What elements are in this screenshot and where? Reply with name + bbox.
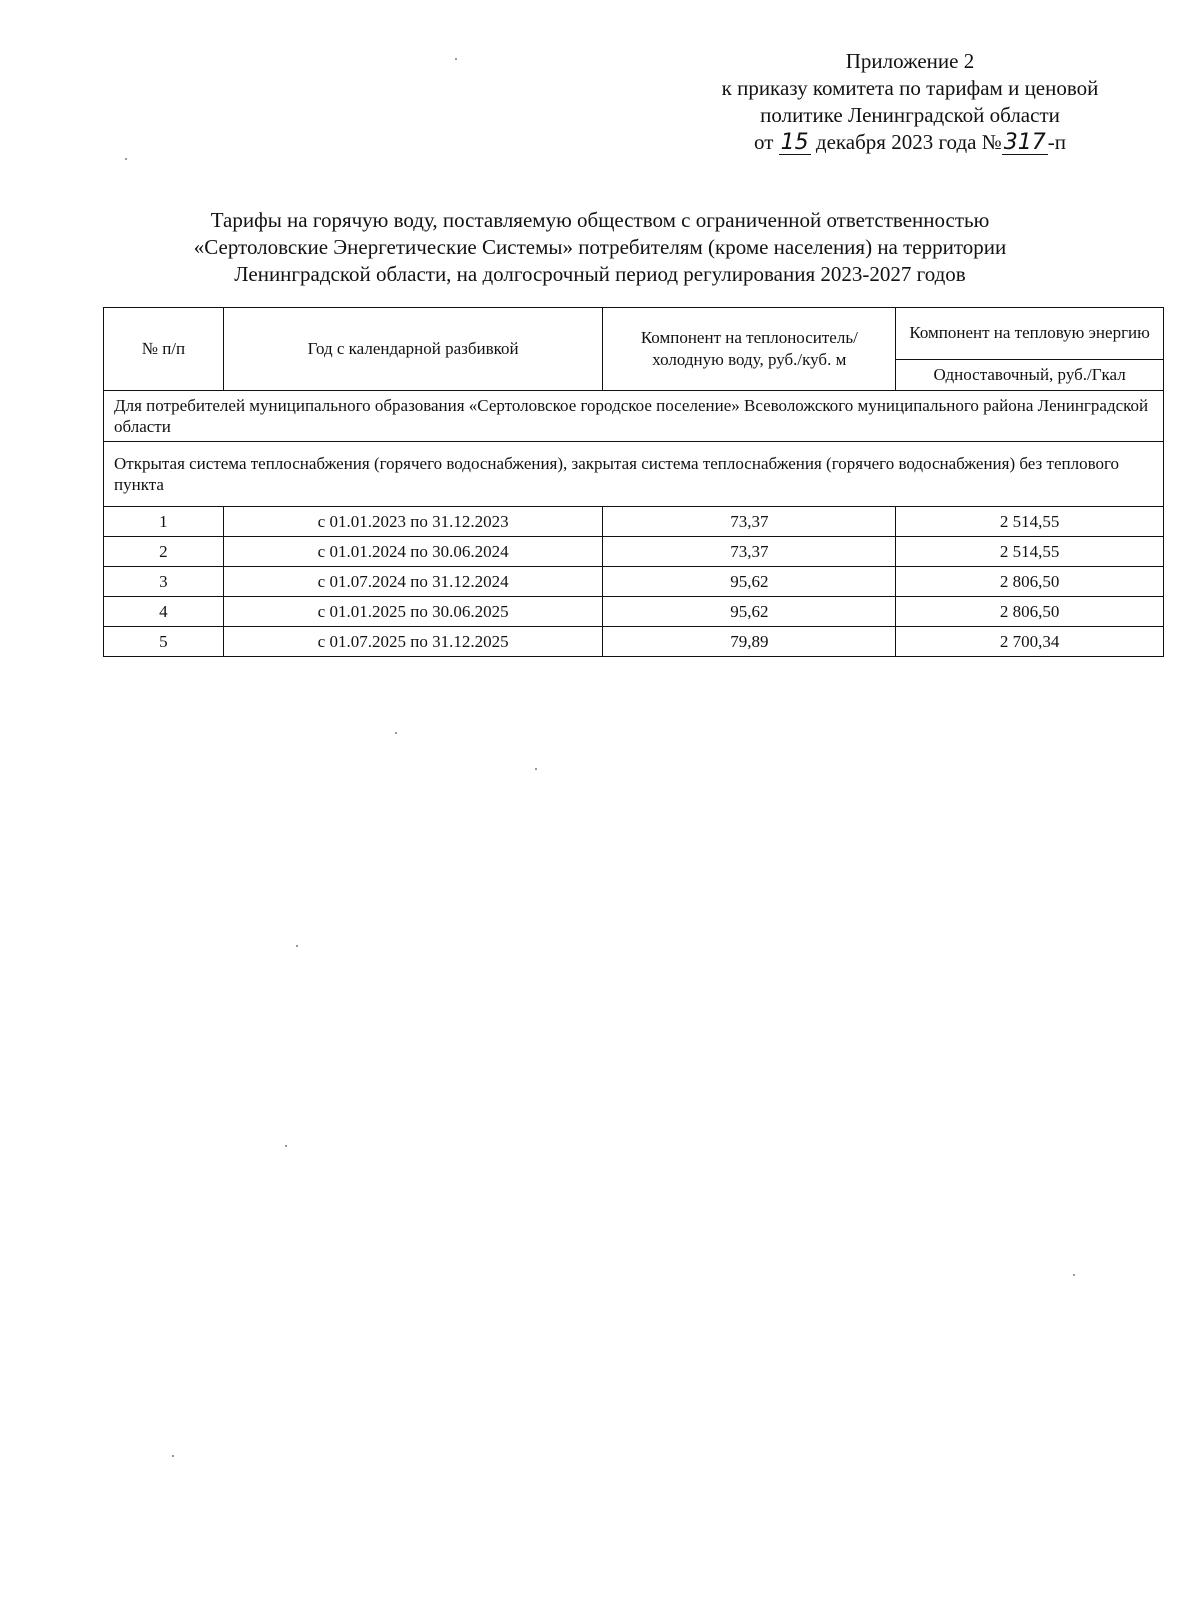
row-num: 5: [104, 627, 224, 657]
row-period: с 01.01.2023 по 31.12.2023: [223, 507, 603, 537]
scan-speck: [285, 1145, 287, 1147]
section-row: [104, 442, 1164, 507]
scan-speck: [1073, 1274, 1075, 1276]
section-row: [104, 391, 1164, 442]
appendix-line-1: Приложение 2: [845, 49, 975, 73]
order-suffix: -п: [1047, 130, 1066, 154]
order-line: [680, 129, 1140, 156]
title-line-3: Ленинградской области, на долгосрочный период регулирования 2023-2027 годов: [234, 262, 966, 286]
row-water: 73,37: [603, 537, 896, 567]
row-heat: 2 806,50: [896, 567, 1164, 597]
row-period: с 01.07.2024 по 31.12.2024: [223, 567, 603, 597]
table-row: [104, 537, 1164, 567]
scan-speck: [535, 768, 537, 770]
tariff-table: [103, 307, 1164, 657]
scan-speck: [455, 58, 457, 60]
title-line-2: «Сертоловские Энергетические Системы» потребителям (кроме населения) на территории: [193, 235, 1007, 259]
table-row: [104, 507, 1164, 537]
row-num: 1: [104, 507, 224, 537]
row-water: 95,62: [603, 567, 896, 597]
row-heat: 2 806,50: [896, 597, 1164, 627]
title-line-1: Тарифы на горячую воду, поставляемую обществом с ограниченной ответственностью: [210, 208, 990, 232]
row-heat: 2 514,55: [896, 537, 1164, 567]
order-month-year: декабря 2023 года №: [815, 130, 1002, 154]
table-row: [104, 567, 1164, 597]
row-period: с 01.07.2025 по 31.12.2025: [223, 627, 603, 657]
order-number: 317: [1003, 130, 1046, 155]
row-num: 2: [104, 537, 224, 567]
order-day: 15: [780, 130, 809, 155]
row-water: 79,89: [603, 627, 896, 657]
row-num: 4: [104, 597, 224, 627]
scan-speck: [296, 945, 298, 947]
header-water: Компонент на теплоноситель/ холодную воду, руб./куб. м: [603, 308, 896, 391]
document-title: [100, 207, 1100, 288]
table-header-row: [104, 308, 1164, 360]
table-row: [104, 627, 1164, 657]
appendix-header: [680, 48, 1140, 156]
scan-speck: [125, 158, 127, 160]
row-period: с 01.01.2024 по 30.06.2024: [223, 537, 603, 567]
header-heat: Компонент на тепловую энергию: [896, 308, 1164, 360]
row-water: 73,37: [603, 507, 896, 537]
row-heat: 2 700,34: [896, 627, 1164, 657]
scan-speck: [172, 1455, 174, 1457]
row-heat: 2 514,55: [896, 507, 1164, 537]
appendix-line-2: к приказу комитета по тарифам и ценовой: [721, 76, 1099, 100]
row-period: с 01.01.2025 по 30.06.2025: [223, 597, 603, 627]
row-num: 3: [104, 567, 224, 597]
header-heat-sub: Одноставочный, руб./Гкал: [896, 359, 1164, 390]
table-row: [104, 597, 1164, 627]
section-consumers: Для потребителей муниципального образования «Сертоловское городское поселение» Всеволожского муниципального района Ленинградской области: [104, 391, 1164, 442]
section-system: Открытая система теплоснабжения (горячего водоснабжения), закрытая система теплоснабжения (горячего водоснабжения) без теплового пункта: [104, 442, 1164, 507]
header-period: Год с календарной разбивкой: [223, 308, 603, 391]
row-water: 95,62: [603, 597, 896, 627]
order-prefix: от: [754, 130, 774, 154]
scan-speck: [395, 732, 397, 734]
appendix-line-3: политике Ленинградской области: [760, 103, 1060, 127]
header-num: № п/п: [104, 308, 224, 391]
